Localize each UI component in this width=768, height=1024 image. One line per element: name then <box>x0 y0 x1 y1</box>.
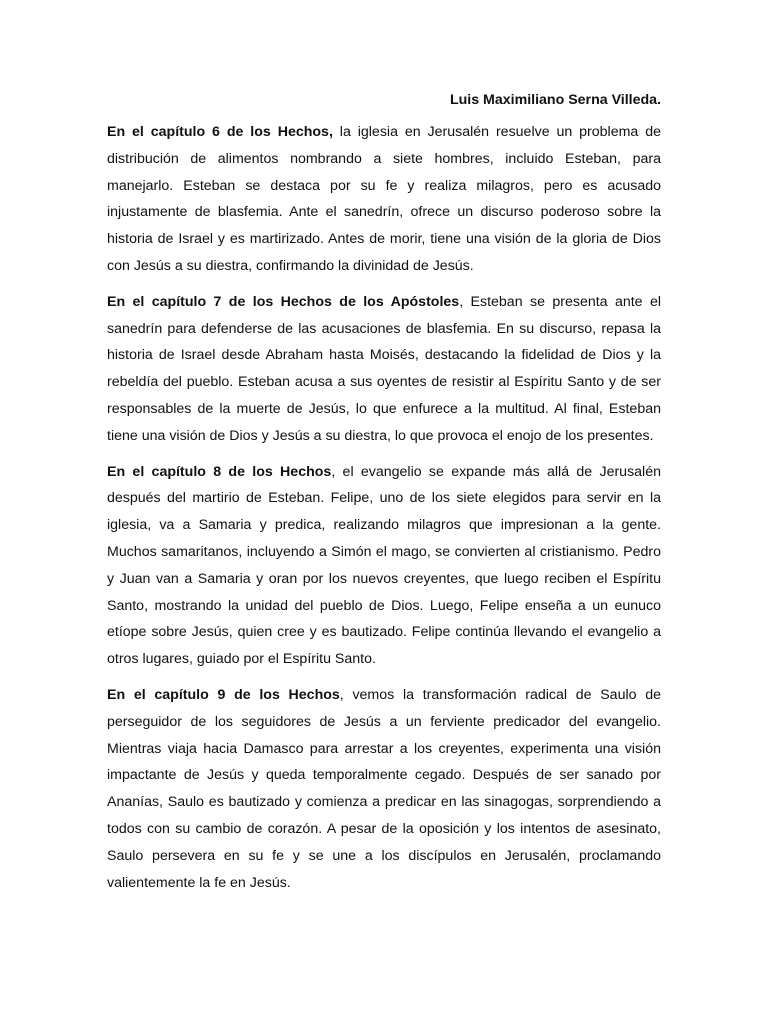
document-page <box>107 90 661 905</box>
paragraph-body: , el evangelio se expande más allá de Jerusalén después del martirio de Esteban. Felipe, uno de los siete elegidos para servir en la iglesia, va a Samaria y predica, realizando milagros que impresionan a la gente. Muchos samaritanos, incluyendo a Simón el mago, se convierten al cristianismo. Pedro y Juan van a Samaria y oran por los nuevos creyentes, que luego reciben el Espíritu Santo, mostrando la unidad del pueblo de Dios. Luego, Felipe enseña a un eunuco etíope sobre Jesús, quien cree y es bautizado. Felipe continúa llevando el evangelio a otros lugares, guiado por el Espíritu Santo. <box>107 463 661 668</box>
paragraph-body: , Esteban se presenta ante el sanedrín para defenderse de las acusaciones de blasfemia. En su discurso, repasa la historia de Israel desde Abraham hasta Moisés, destacando la fidelidad de Dios y la rebeldía del pueblo. Esteban acusa a sus oyentes de resistir al Espíritu Santo y de ser responsables de la muerte de Jesús, lo que enfurece a la multitud. Al final, Esteban tiene una visión de Dios y Jesús a su diestra, lo que provoca el enojo de los presentes. <box>107 293 661 444</box>
paragraph-lead: En el capítulo 9 de los Hechos <box>107 686 340 703</box>
author-name: Luis Maximiliano Serna Villeda. <box>449 92 661 108</box>
paragraph-lead: En el capítulo 7 de los Hechos de los Apóstoles <box>107 293 460 310</box>
paragraph-chapter-8 <box>107 459 661 673</box>
paragraph-body: la iglesia en Jerusalén resuelve un problema de distribución de alimentos nombrando a siete hombres, incluido Esteban, para manejarlo. Esteban se destaca por su fe y realiza milagros, pero es acusado injustamente de blasfemia. Ante el sanedrín, ofrece un discurso poderoso sobre la historia de Israel y es martirizado. Antes de morir, tiene una visión de la gloria de Dios con Jesús a su diestra, confirmando la divinidad de Jesús. <box>107 124 661 274</box>
paragraph-chapter-6 <box>107 119 661 280</box>
paragraph-lead: En el capítulo 8 de los Hechos <box>107 463 332 480</box>
paragraph-lead: En el capítulo 6 de los Hechos, <box>107 124 333 140</box>
paragraph-chapter-7 <box>107 289 661 450</box>
paragraph-body: , vemos la transformación radical de Saulo de perseguidor de los seguidores de Jesús a un ferviente predicador del evangelio. Mientras viaja hacia Damasco para arrestar a los creyentes, experimenta una visión impactante de Jesús y queda temporalmente cegado. Después de ser sanado por Ananías, Saulo es bautizado y comienza a predicar en las sinagogas, sorprendiendo a todos con su cambio de corazón. A pesar de la oposición y los intentos de asesinato, Saulo persevera en su fe y se une a los discípulos en Jerusalén, proclamando valientemente la fe en Jesús. <box>107 686 661 891</box>
paragraph-chapter-9 <box>107 682 661 896</box>
